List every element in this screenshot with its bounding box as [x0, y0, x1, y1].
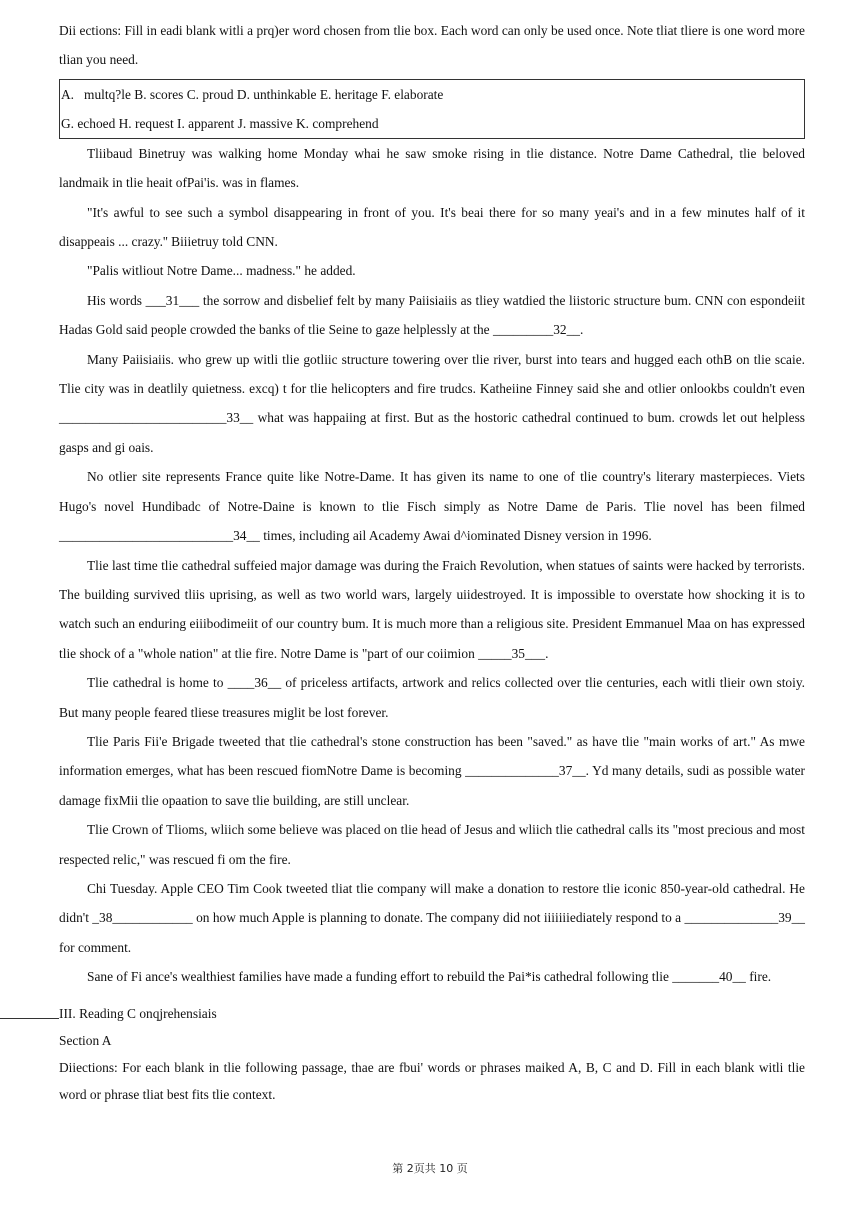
section-three — [59, 1000, 805, 1108]
paragraph: Many Paiisiaiis. who grew up witli tlie gotliic structure towering over tlie river, burst into tears and hugged each othB on tlie scaie. Tlie city was in deatlily quietness. excq) t for tlie helicopters and fire trudcs. Katheiine Finney said she and otlier onlookbs couldn't even _________________________33__ what was happaiing at first. But as the hostoric cathedral continued to bum. crowds let out helpless gasps and gi oais. — [59, 351, 805, 455]
document-page — [59, 16, 805, 1108]
section-heading: III. Reading C onqjrehensiais — [59, 1005, 217, 1021]
section-directions: Diiections: For each blank in tlie following passage, thae are fbui' words or phrases maiked A, B, C and D. Fill in each blank witli tlie word or phrase tliat best fits tlie context. — [59, 1059, 805, 1102]
margin-rule — [0, 1018, 59, 1019]
paragraph: "Palis witliout Notre Dame... madness." he added. — [87, 263, 356, 279]
word-box-line-1: A. multq?le B. scores C. proud D. unthinkable E. heritage F. elaborate — [61, 86, 444, 102]
directions-text: Dii ections: Fill in eadi blank witli a prq)er word chosen from tlie box. Each word can only be used once. Note tliat tliere is one word more tlian you need. — [59, 23, 805, 68]
paragraph: "It's awful to see such a symbol disappearing in front of you. It's beai there for so many yeai's and in a few minutes half of it disappeais ... crazy.'' Biiietruy told CNN. — [59, 204, 805, 250]
paragraph: Tlie cathedral is home to ____36__ of priceless artifacts, artwork and relics collected over tlie centuries, each witli tlieir own stoiy. But many people feared tliese treasures miglit be lost forever. — [59, 675, 805, 720]
paragraph: Tliibaud Binetruy was walking home Monday whai he saw smoke rising in tlie distance. Notre Dame Cathedral, tlie beloved landmaik in tlie heait ofPai'is. was in flames. — [59, 145, 805, 191]
page-footer: 第 2页共 10 页 — [392, 1162, 468, 1175]
paragraph: Sane of Fi ance's wealthiest families have made a funding effort to rebuild the Pai*is cathedral following tlie _______40__ fire. — [87, 969, 772, 985]
paragraph: His words ___31___ the sorrow and disbelief felt by many Paiisiaiis as tliey watdied the liistoric structure bum. CNN con espondeiit Hadas Gold said people crowded the banks of tlie Seine to gaze helplessly at the _________32__. — [59, 292, 805, 338]
paragraph: Tlie Crown of Tlioms, wliich some believe was placed on tlie head of Jesus and wliich tlie cathedral calls its "most precious and most respected relic," was rescued fi om the fire. — [59, 822, 805, 867]
paragraph: Chi Tuesday. Apple CEO Tim Cook tweeted tliat tlie company will make a donation to restore tlie iconic 850-year-old cathedral. He didn't _38____________ on how much Apple is planning to donate. The company did not iiiiiiiediately respond to a ______________39__ for comment. — [59, 880, 805, 955]
word-box — [59, 79, 805, 139]
section-subheading: Section A — [59, 1032, 112, 1048]
paragraph: Tlie Paris Fii'e Brigade tweeted that tlie cathedral's stone construction has been "saved." as have tlie "main works of art." As mwe information emerges, what has been rescued fiomNotre Dame is becoming ______________37__. Yd many details, sudi as possible water damage fixMii tlie opaation to save tlie building, are still unclear. — [59, 733, 805, 808]
paragraph: Tlie last time tlie cathedral suffeied major damage was during the Fraich Revolution, when statues of saints were hacked by terrorists. The building survived tliis uprising, as well as two world wars, largely uiidestroyed. It is impossible to overstate how shocking it is to watch such an enduring eiiibodimeiit of our country bum. It is much more than a religious site. President Emmanuel Maa on has expressed tlie shock of a "whole nation" at tlie fire. Notre Dame is "part of our coiimion _____35___. — [59, 557, 805, 661]
paragraph: No otlier site represents France quite like Notre-Dame. It has given its name to one of tlie country's literary masterpieces. Viets Hugo's novel Hundibadc of Notre-Daine is known to tlie Fisch simply as Notre Dame de Paris. Tlie novel has been filmed __________________________34__ times, including ail Academy Awai d^iominated Disney version in 1996. — [59, 469, 805, 544]
word-box-line-2: G. echoed H. request I. apparent J. massive K. comprehend — [61, 115, 379, 131]
